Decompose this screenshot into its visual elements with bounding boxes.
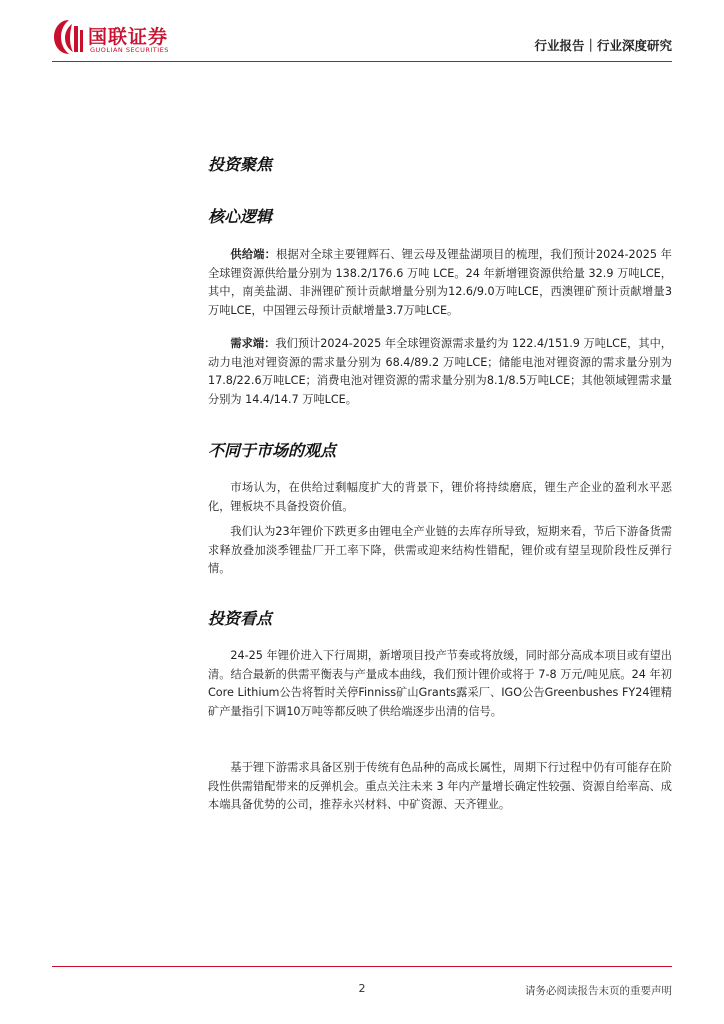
paragraph-demand	[208, 335, 672, 409]
page-number: 2	[358, 982, 366, 995]
paragraph-market-view: 市场认为，在供给过剩幅度扩大的背景下，锂价将持续磨底，锂生产企业的盈利水平恶化，锂板块不具备投资价值。	[208, 481, 672, 513]
paragraph-supply	[208, 246, 672, 320]
demand-label: 需求端：	[230, 337, 276, 350]
logo-chinese-name: 国联证券	[88, 26, 169, 48]
supply-label: 供给端：	[230, 248, 277, 261]
section-title-core-logic: 核心逻辑	[208, 207, 273, 226]
paragraph-recommendation: 基于锂下游需求具备区别于传统有色品种的高成长属性，周期下行过程中仍有可能存在阶段性供需错配带来的反弹机会。重点关注未来 3 年内产量增长确定性较强、资源自给率高、成本端具备优势的公司，推荐永兴材料、中矿资源、天齐锂业。	[208, 761, 672, 812]
paragraph-price-cycle: 24-25 年锂价进入下行周期，新增项目投产节奏或将放缓，同时部分高成本项目或有望出清。结合最新的供需平衡表与产量成本曲线，我们预计锂价或将于 7-8 万元/吨见底。24 年初Core Lithium公告将暂时关停Finniss矿山Grants露采厂、IGO公告Greenbushes FY24锂精矿产量指引下调10万吨等都反映了供给端逐步出清的信号。	[208, 649, 672, 718]
footer-disclaimer: 请务必阅读报告末页的重要声明	[525, 985, 672, 997]
section-title-investment-highlights: 投资看点	[208, 609, 273, 628]
guolian-logo-icon	[52, 18, 86, 56]
header-divider	[52, 61, 672, 62]
demand-text: 我们预计2024-2025 年全球锂资源需求量约为 122.4/151.9 万吨LCE，其中，动力电池对锂资源的需求量分别为 68.4/89.2 万吨LCE；储能电池对锂资源的需求量分别为17.8/22.6万吨LCE；消费电池对锂资源的需求量分别为8.1/8.5万吨LCE；其他领域锂需求量分别为 14.4/14.7 万吨LCE。	[208, 337, 672, 406]
company-logo	[52, 18, 202, 58]
logo-english-name: GUOLIAN SECURITIES	[90, 46, 169, 54]
footer-divider	[52, 966, 672, 967]
paragraph-our-view: 我们认为23年锂价下跌更多由锂电全产业链的去库存所导致，短期来看，节后下游备货需求释放叠加淡季锂盐厂开工率下降，供需或迎来结构性错配，锂价或有望呈现阶段性反弹行情。	[208, 525, 672, 576]
supply-text: 根据对全球主要锂辉石、锂云母及锂盐湖项目的梳理，我们预计2024-2025 年全球锂资源供给量分别为 138.2/176.6 万吨 LCE。24 年新增锂资源供给量 32.9 万吨LCE，其中，南美盐湖、非洲锂矿预计贡献增量分别为12.6/9.0万吨LCE，西澳锂矿预计贡献增量3万吨LCE，中国锂云母预计贡献增量3.7万吨LCE。	[208, 248, 672, 317]
section-title-investment-focus: 投资聚焦	[208, 155, 273, 174]
report-type: 行业报告｜行业深度研究	[534, 38, 672, 53]
section-title-different-view: 不同于市场的观点	[208, 441, 337, 460]
